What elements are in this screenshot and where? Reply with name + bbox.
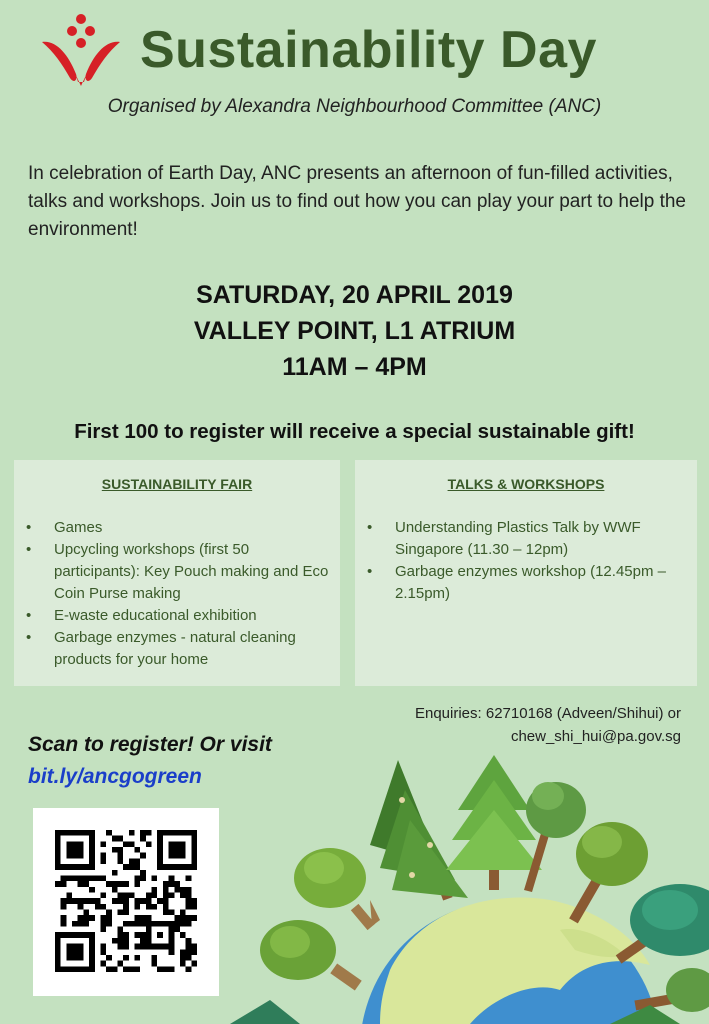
intro-paragraph: In celebration of Earth Day, ANC presents an afternoon of fun-filled activities, talks and workshops. Join us to find out how you can play your part to help the environment! <box>28 163 686 240</box>
pa-logo-icon <box>38 12 124 88</box>
enquiries-info <box>415 702 681 748</box>
earth-trees-illustration <box>230 750 709 1024</box>
fair-heading: SUSTAINABILITY FAIR <box>101 476 253 492</box>
register-cta: Scan to register! Or visit <box>28 733 272 756</box>
list-item: • Upcycling workshops (first 50 participants): Key Pouch making and Eco Coin Purse making <box>14 539 340 605</box>
register-link[interactable]: bit.ly/ancgogreen <box>28 765 202 788</box>
list-item: • Games <box>14 517 340 539</box>
event-time: 11AM – 4PM <box>282 353 427 381</box>
gift-notice: First 100 to register will receive a special sustainable gift! <box>74 420 635 443</box>
event-date: SATURDAY, 20 APRIL 2019 <box>196 281 513 309</box>
qr-code-icon[interactable] <box>55 830 197 972</box>
list-item: • Garbage enzymes - natural cleaning products for your home <box>14 627 340 671</box>
list-item: • Understanding Plastics Talk by WWF Singapore (11.30 – 12pm) <box>355 517 697 561</box>
talks-heading: TALKS & WORKSHOPS <box>447 476 605 492</box>
qr-code-box[interactable] <box>33 808 219 996</box>
talks-list <box>355 517 697 605</box>
enquiries-phone: Enquiries: 62710168 (Adveen/Shihui) or <box>414 705 681 722</box>
fair-list <box>14 517 340 671</box>
event-venue: VALLEY POINT, L1 ATRIUM <box>193 317 516 345</box>
organiser-subtitle: Organised by Alexandra Neighbourhood Committee (ANC) <box>107 96 602 117</box>
enquiries-email[interactable]: chew_shi_hui@pa.gov.sg <box>510 728 681 745</box>
talks-workshops-panel <box>355 460 697 686</box>
page-title: Sustainability Day <box>140 21 597 79</box>
sustainability-fair-panel <box>14 460 340 686</box>
list-item: • E-waste educational exhibition <box>14 605 340 627</box>
list-item: • Garbage enzymes workshop (12.45pm – 2.15pm) <box>355 561 697 605</box>
